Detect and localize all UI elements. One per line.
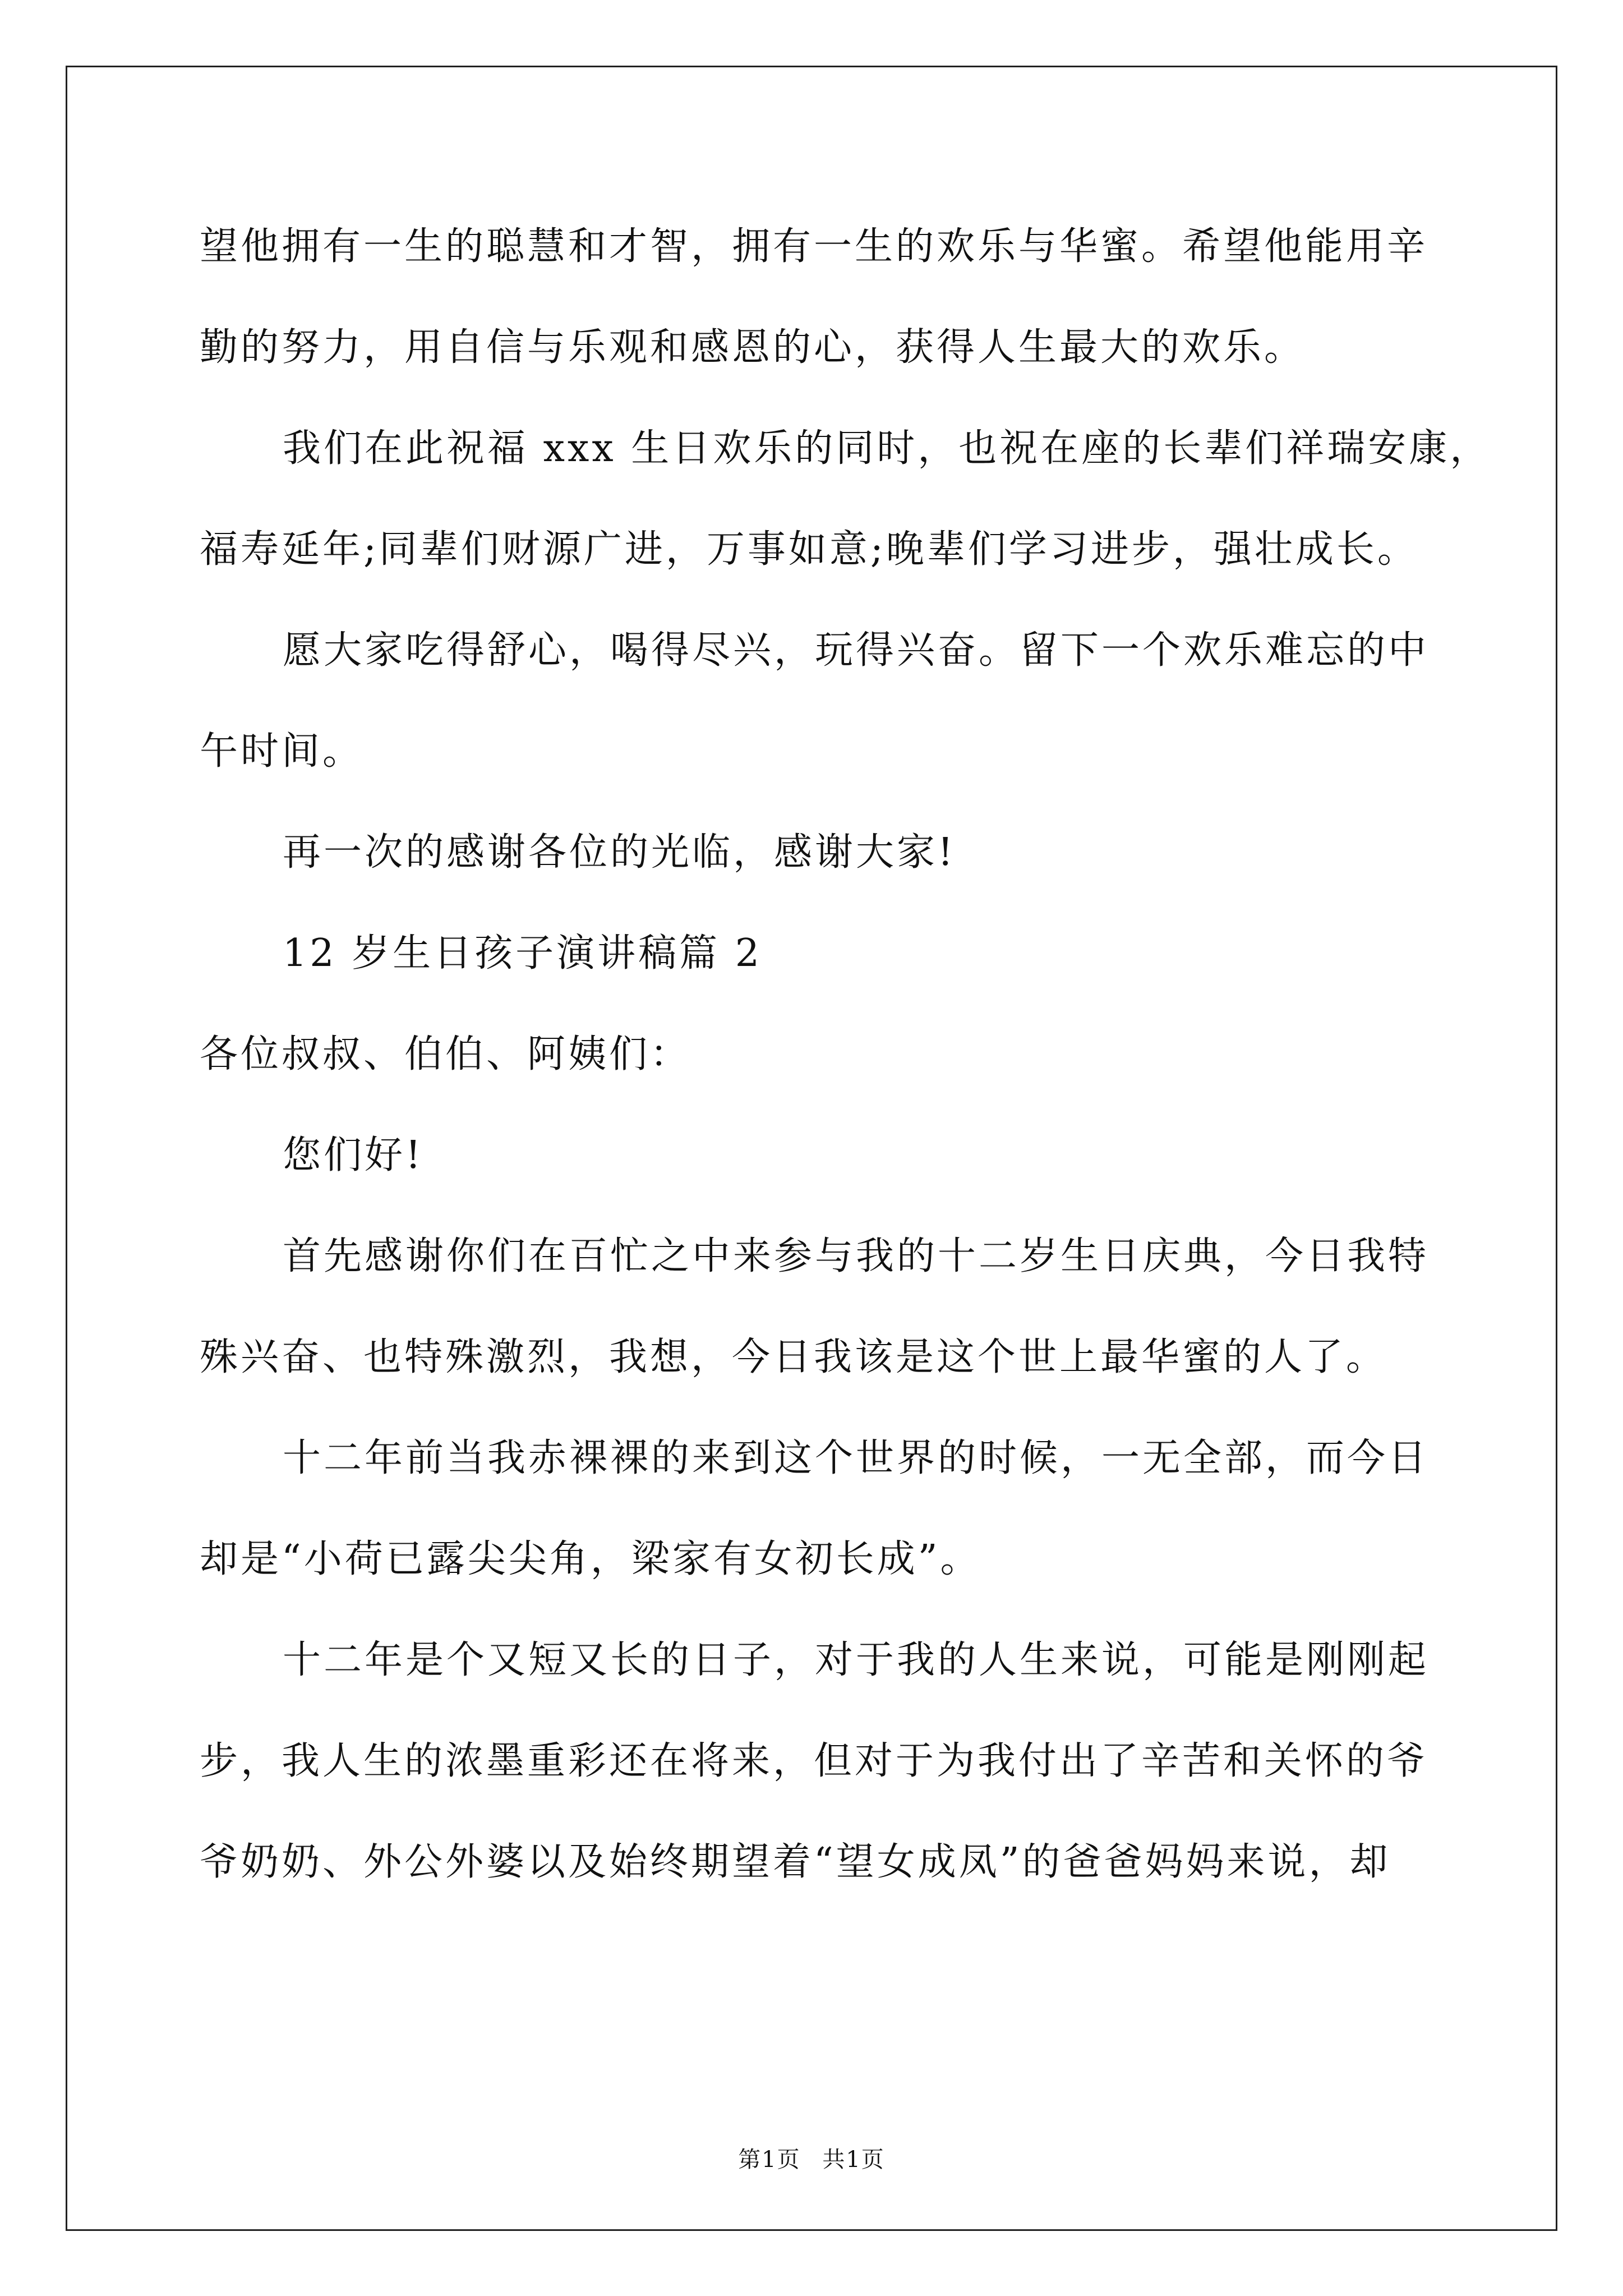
text-line: 午时间。 — [200, 729, 364, 774]
text-line: 我们在此祝福 xxx 生日欢乐的同时，也祝在座的长辈们祥瑞安康， — [283, 426, 1491, 471]
text-line: 爷奶奶、外公外婆以及始终期望着“望女成凤”的爸爸妈妈来说，却 — [200, 1840, 1391, 1884]
page-number: 第1页 — [738, 2147, 801, 2173]
text-line: 步，我人生的浓墨重彩还在将来，但对于为我付出了辛苦和关怀的爷 — [200, 1739, 1428, 1783]
text-line: 十二年是个又短又长的日子，对于我的人生来说，可能是刚刚起 — [283, 1638, 1430, 1682]
text-line: 十二年前当我赤裸裸的来到这个世界的时候，一无全部，而今日 — [283, 1436, 1430, 1480]
text-line: 勤的努力，用自信与乐观和感恩的心，获得人生最大的欢乐。 — [200, 325, 1306, 370]
page-footer — [0, 2143, 1623, 2177]
text-line: 愿大家吃得舒心，喝得尽兴，玩得兴奋。留下一个欢乐难忘的中 — [283, 628, 1430, 673]
text-line: 再一次的感谢各位的光临，感谢大家! — [283, 830, 956, 875]
text-line: 望他拥有一生的聪慧和才智，拥有一生的欢乐与华蜜。希望他能用辛 — [200, 224, 1428, 269]
salutation: 各位叔叔、伯伯、阿姨们： — [200, 1032, 691, 1076]
greeting: 您们好! — [283, 1133, 424, 1177]
text-line: 首先感谢你们在百忙之中来参与我的十二岁生日庆典，今日我特 — [283, 1234, 1430, 1278]
text-line: 福寿延年;同辈们财源广进，万事如意;晚辈们学习进步，强壮成长。 — [200, 527, 1418, 572]
text-line: 殊兴奋、也特殊激烈，我想，今日我该是这个世上最华蜜的人了。 — [200, 1335, 1387, 1379]
page-total: 共1页 — [822, 2147, 885, 2173]
text-line: 却是“小荷已露尖尖角，梁家有女初长成”。 — [200, 1537, 981, 1581]
section-heading: 12 岁生日孩子演讲稿篇 2 — [283, 931, 763, 976]
